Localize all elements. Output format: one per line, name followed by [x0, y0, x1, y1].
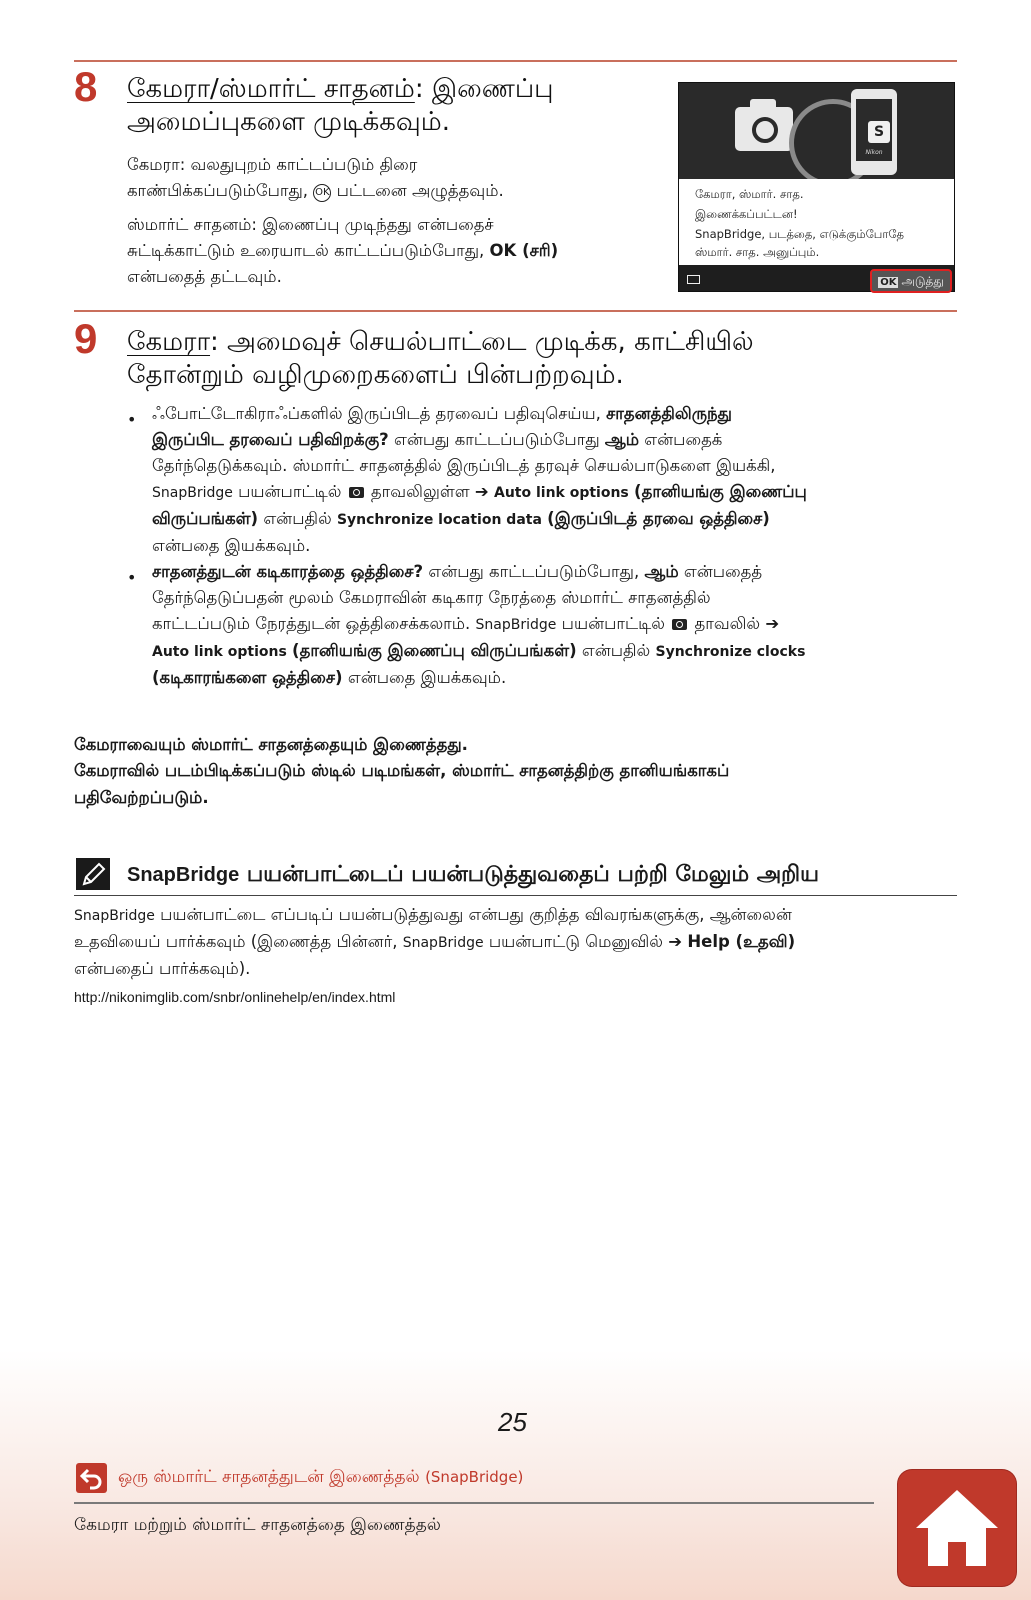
- page-number: 25: [498, 1407, 527, 1437]
- b2-text: என்பது காட்டப்படும்போது,: [428, 562, 640, 581]
- screen-message-panel: [679, 179, 954, 265]
- b1-text5: பயன்பாட்டில்: [238, 482, 342, 501]
- battery-icon: [687, 275, 700, 284]
- summary-line2: கேமராவில் படம்பிடிக்கப்படும் ஸ்டில் படிமங்கள், ஸ்மார்ட் சாதனத்திற்கு தானியங்காகப்: [74, 761, 730, 780]
- b1-text3: என்பதைக்: [644, 430, 723, 449]
- note-l3: என்பதைப் பார்க்கவும்).: [74, 959, 251, 978]
- b2-yes: ஆம்: [644, 562, 679, 581]
- smartphone-icon: [851, 89, 897, 175]
- b1-bold-question: இருப்பிட தரவைப் பதிவிறக்கு?: [152, 430, 389, 449]
- footer-section-title: கேமரா மற்றும் ஸ்மார்ட் சாதனத்தை இணைத்தல்: [74, 1515, 441, 1535]
- step8-p2-line1: ஸ்மார்ட் சாதனம்: இணைப்பு முடிந்தது என்பதைச்: [127, 215, 494, 234]
- bullet-1-dot: •: [127, 410, 137, 429]
- footer-rule: [74, 1502, 874, 1504]
- step8-title: [127, 73, 667, 139]
- note-body: [74, 902, 954, 982]
- phone-brand: Nikon: [865, 149, 883, 156]
- screen-line1: கேமரா, ஸ்மார். சாத.: [695, 187, 804, 201]
- step8-p2-line3: என்பதைத் தட்டவும்.: [127, 267, 282, 286]
- b1-text8: என்பதை இயக்கவும்.: [152, 536, 311, 555]
- b2-text5: பயன்பாட்டில்: [561, 614, 665, 633]
- b1-text6: தாவலிலுள்ள ➔: [370, 482, 489, 501]
- b2-snapbridge: SnapBridge: [475, 617, 557, 633]
- b2-auto-link-ta: (தானியங்கு இணைப்பு விருப்பங்கள்): [292, 641, 577, 660]
- step8-p1-line1: கேமரா: வலதுபுறம் காட்டப்படும் திரை: [127, 155, 418, 174]
- next-label: அடுத்து: [901, 274, 944, 288]
- ok-label: OK (சரி): [489, 241, 559, 260]
- b2-text6: தாவலில் ➔: [694, 614, 780, 633]
- camera-tab-icon: [349, 487, 364, 498]
- help-url-link[interactable]: http://nikonimglib.com/snbr/onlinehelp/en/index.html: [74, 989, 396, 1005]
- footer-link-en: (SnapBridge): [425, 1468, 524, 1486]
- b2-sync-clocks: Synchronize clocks: [655, 644, 806, 660]
- b2-auto-link: Auto link options: [152, 644, 287, 660]
- b1-auto-link: Auto link options: [493, 485, 629, 501]
- b1-auto-link-ta: (தானியங்கு இணைப்பு: [634, 482, 807, 501]
- step8-p2-line2a: சுட்டிக்காட்டும் உரையாடல் காட்டப்படும்போது,: [127, 241, 485, 260]
- note-title-snapbridge: SnapBridge: [127, 864, 240, 886]
- screen-line2: இணைக்கப்பட்டன!: [695, 207, 798, 221]
- note-title: [127, 862, 819, 890]
- bullet-2: [152, 559, 952, 691]
- step9-title-rest: : அமைவுச் செயல்பாட்டை முடிக்க, காட்சியில்: [210, 327, 754, 357]
- note-snapbridge: SnapBridge: [74, 908, 155, 924]
- step8-camera-paragraph: [127, 152, 667, 204]
- b1-bold: சாதனத்திலிருந்து: [606, 404, 732, 423]
- b1-snapbridge: SnapBridge: [152, 485, 233, 501]
- b1-text2: என்பது காட்டப்படும்போது: [394, 430, 600, 449]
- b2-text4: காட்டப்படும் நேரத்துடன் ஒத்திசைக்கலாம்.: [152, 614, 471, 633]
- b2-text7: என்பதில்: [581, 641, 651, 660]
- note-rule: [74, 895, 957, 896]
- step8-title-rest: : இணைப்பு: [414, 74, 554, 104]
- step8-title-underlined: கேமரா/ஸ்மார்ட் சாதனம்: [127, 74, 415, 104]
- ok-key-label: OK: [880, 277, 897, 288]
- camera-tab-icon: [672, 619, 687, 630]
- screen-line3: SnapBridge, படத்தை, எடுக்கும்போதே: [695, 227, 905, 241]
- b2-sync-clocks-ta: (கடிகாரங்களை ஒத்திசை): [152, 668, 343, 687]
- snapbridge-logo: S: [868, 121, 890, 143]
- footer-link-ta: ஒரு ஸ்மார்ட் சாதனத்துடன் இணைத்தல்: [118, 1467, 420, 1487]
- note-snapbridge2: SnapBridge: [402, 935, 484, 951]
- note-l1: பயன்பாட்டை எப்படிப் பயன்படுத்துவது என்பது குறித்த விவரங்களுக்கு, ஆன்லைன்: [160, 905, 792, 924]
- b2-bold-question: சாதனத்துடன் கடிகாரத்தை ஒத்திசை?: [152, 562, 424, 581]
- b1-text: ஃபோட்டோகிராஃப்களில் இருப்பிடத் தரவைப் பதிவுசெய்ய,: [152, 404, 601, 423]
- camera-screen-illustration: [678, 82, 955, 292]
- next-button[interactable]: [870, 269, 952, 293]
- note-help: Help (உதவி): [687, 932, 796, 951]
- b1-text4: தேர்ந்தெடுக்கவும். ஸ்மார்ட் சாதனத்தில் இருப்பிடத் தரவுச் செயல்பாடுகளை இயக்கி,: [152, 456, 776, 475]
- step9-title: [127, 326, 957, 392]
- step9-title-line2: தோன்றும் வழிமுறைகளைப் பின்பற்றவும்.: [127, 360, 624, 390]
- summary-line3: பதிவேற்றப்படும்.: [74, 788, 209, 807]
- step8-number: 8: [74, 63, 98, 110]
- step8-p1-line2a: காண்பிக்கப்படும்போது,: [127, 181, 309, 200]
- pencil-icon: [76, 858, 110, 890]
- bullet-2-dot: •: [127, 568, 137, 587]
- home-button[interactable]: [898, 1470, 1016, 1586]
- b1-options-ta: விருப்பங்கள்): [152, 509, 259, 528]
- step8-p1-line2b: பட்டனை அழுத்தவும்.: [336, 181, 504, 200]
- note-title-ta: பயன்பாட்டைப் பயன்படுத்துவதைப் பற்றி மேலும் அறிய: [246, 862, 819, 887]
- summary-line1: கேமராவையும் ஸ்மார்ட் சாதனத்தையும் இணைத்தது.: [74, 735, 468, 754]
- step8-title-line2: அமைப்புகளை முடிக்கவும்.: [127, 107, 450, 137]
- note-l2a: உதவியைப் பார்க்கவும் (இணைத்த பின்னர்,: [74, 932, 398, 951]
- note-l2c: பயன்பாட்டு மெனுவில் ➔: [488, 932, 683, 951]
- step8-device-paragraph: [127, 212, 667, 290]
- screen-line4: ஸ்மார். சாத. அனுப்பும்.: [695, 245, 820, 259]
- b1-text7: என்பதில்: [263, 509, 332, 528]
- b2-text8: என்பதை இயக்கவும்.: [347, 668, 507, 687]
- step9-rule: [74, 310, 957, 312]
- b1-yes: ஆம்: [604, 430, 640, 449]
- step9-title-underlined: கேமரா: [127, 327, 211, 357]
- b1-sync-location-ta: (இருப்பிடத் தரவை ஒத்திசை): [547, 509, 770, 528]
- footer-back-link[interactable]: [118, 1467, 523, 1489]
- camera-icon: [735, 107, 793, 151]
- b1-sync-location: Synchronize location data: [336, 512, 542, 528]
- bullet-1: [152, 401, 952, 559]
- back-arrow-icon[interactable]: [76, 1463, 107, 1493]
- b2-text2: என்பதைத்: [683, 562, 763, 581]
- ok-button-icon: OK: [313, 184, 331, 202]
- home-icon: [898, 1470, 1016, 1586]
- step9-number: 9: [74, 315, 98, 362]
- step8-rule: [74, 60, 957, 62]
- b2-text3: தேர்ந்தெடுப்பதன் மூலம் கேமராவின் கடிகார நேரத்தை ஸ்மார்ட் சாதனத்தில்: [152, 588, 711, 607]
